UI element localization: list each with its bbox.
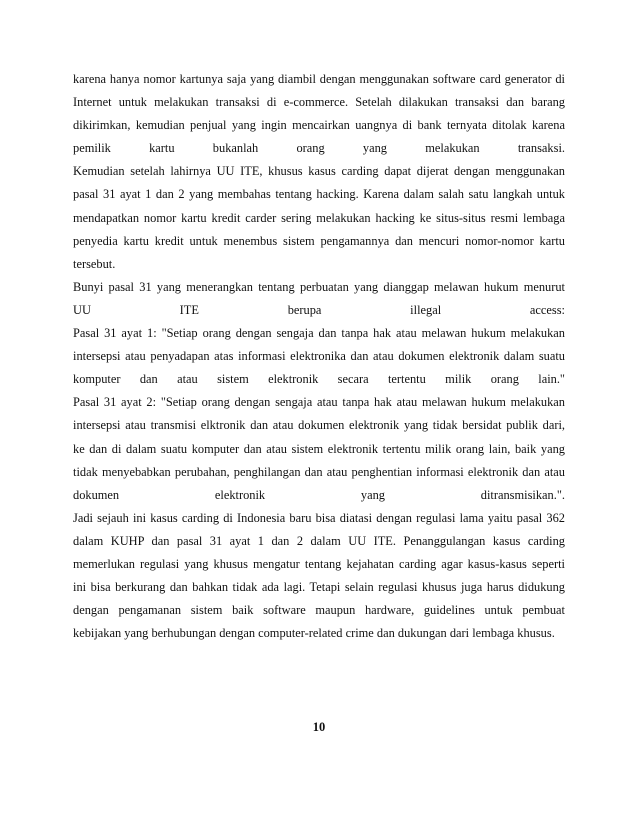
text-line: intersepsi atau penyadapan atas informasi elektronika dan atau dokumen elektronik dalam suatu [73,349,565,364]
text-line: dokumen elektronik yang ditransmisikan.". [73,487,565,502]
text-line: pasal 31 ayat 1 dan 2 yang membahas tentang hacking. Karena dalam salah satu langkah untuk [73,187,565,202]
text-line: intersepsi atau transmisi elktronik dan atau dokumen elektronik yang tidak bersidat publik dari, [73,418,565,433]
text-line: pemilik kartu bukanlah orang yang melakukan transaksi. [73,141,565,156]
text-line: Kemudian setelah lahirnya UU ITE, khusus kasus carding dapat dijerat dengan menggunakan [73,164,565,179]
text-line: tidak menyebabkan perubahan, penghilangan dan atau penghentian informasi elektronik dan atau [73,464,565,479]
text-line: dalam KUHP dan pasal 31 ayat 1 dan 2 dalam UU ITE. Penanggulangan kasus carding [73,533,565,548]
text-line: karena hanya nomor kartunya saja yang diambil dengan menggunakan software card generator di [73,72,565,86]
text-line: memerlukan regulasi yang khusus mengatur tentang kejahatan carding agar kasus-kasus seperti [73,556,565,571]
text-line: Bunyi pasal 31 yang menerangkan tentang perbuatan yang dianggap melawan hukum menurut [73,279,565,294]
text-line: Jadi sejauh ini kasus carding di Indonesia baru bisa diatasi dengan regulasi lama yaitu pasal 362 [73,510,565,525]
text-line: ini bisa berkurang dan bahkan tidak ada lagi. Tetapi selain regulasi khusus juga harus didukung [73,580,565,595]
text-line: UU ITE berupa illegal access: [73,302,565,317]
text-line: komputer dan atau sistem elektronik secara tertentu milik orang lain." [73,372,565,387]
text-line: penyedia kartu kredit untuk menembus sistem pengamannya dan mencuri nomor-nomor kartu [73,233,565,248]
text-line: kebijakan yang berhubungan dengan computer-related crime dan dukungan dari lembaga khusus. [73,626,555,641]
text-line: ke dan di dalam suatu komputer dan atau sistem elektronik tertentu milik orang lain, baik yang [73,441,565,456]
text-line: Pasal 31 ayat 2: "Setiap orang dengan sengaja atau tanpa hak atau melawan hukum melakukan [73,395,565,410]
body-text [73,68,565,645]
text-line: Pasal 31 ayat 1: "Setiap orang dengan sengaja dan tanpa hak atau melawan hukum melakukan [73,326,565,341]
text-line: tersebut. [73,256,116,271]
text-line: dikirimkan, kemudian penjual yang ingin mencairkan uangnya di bank ternyata ditolak karena [73,118,565,133]
text-line: mendapatkan nomor kartu kredit carder sering melakukan hacking ke situs-situs resmi lembaga [73,210,565,225]
text-line: Internet untuk melakukan transaksi di e-commerce. Setelah dilakukan transaksi dan barang [73,95,565,110]
page-number: 10 [312,720,326,734]
text-line: dengan pengamanan sistem baik software maupun hardware, guidelines untuk pembuat [73,603,565,618]
